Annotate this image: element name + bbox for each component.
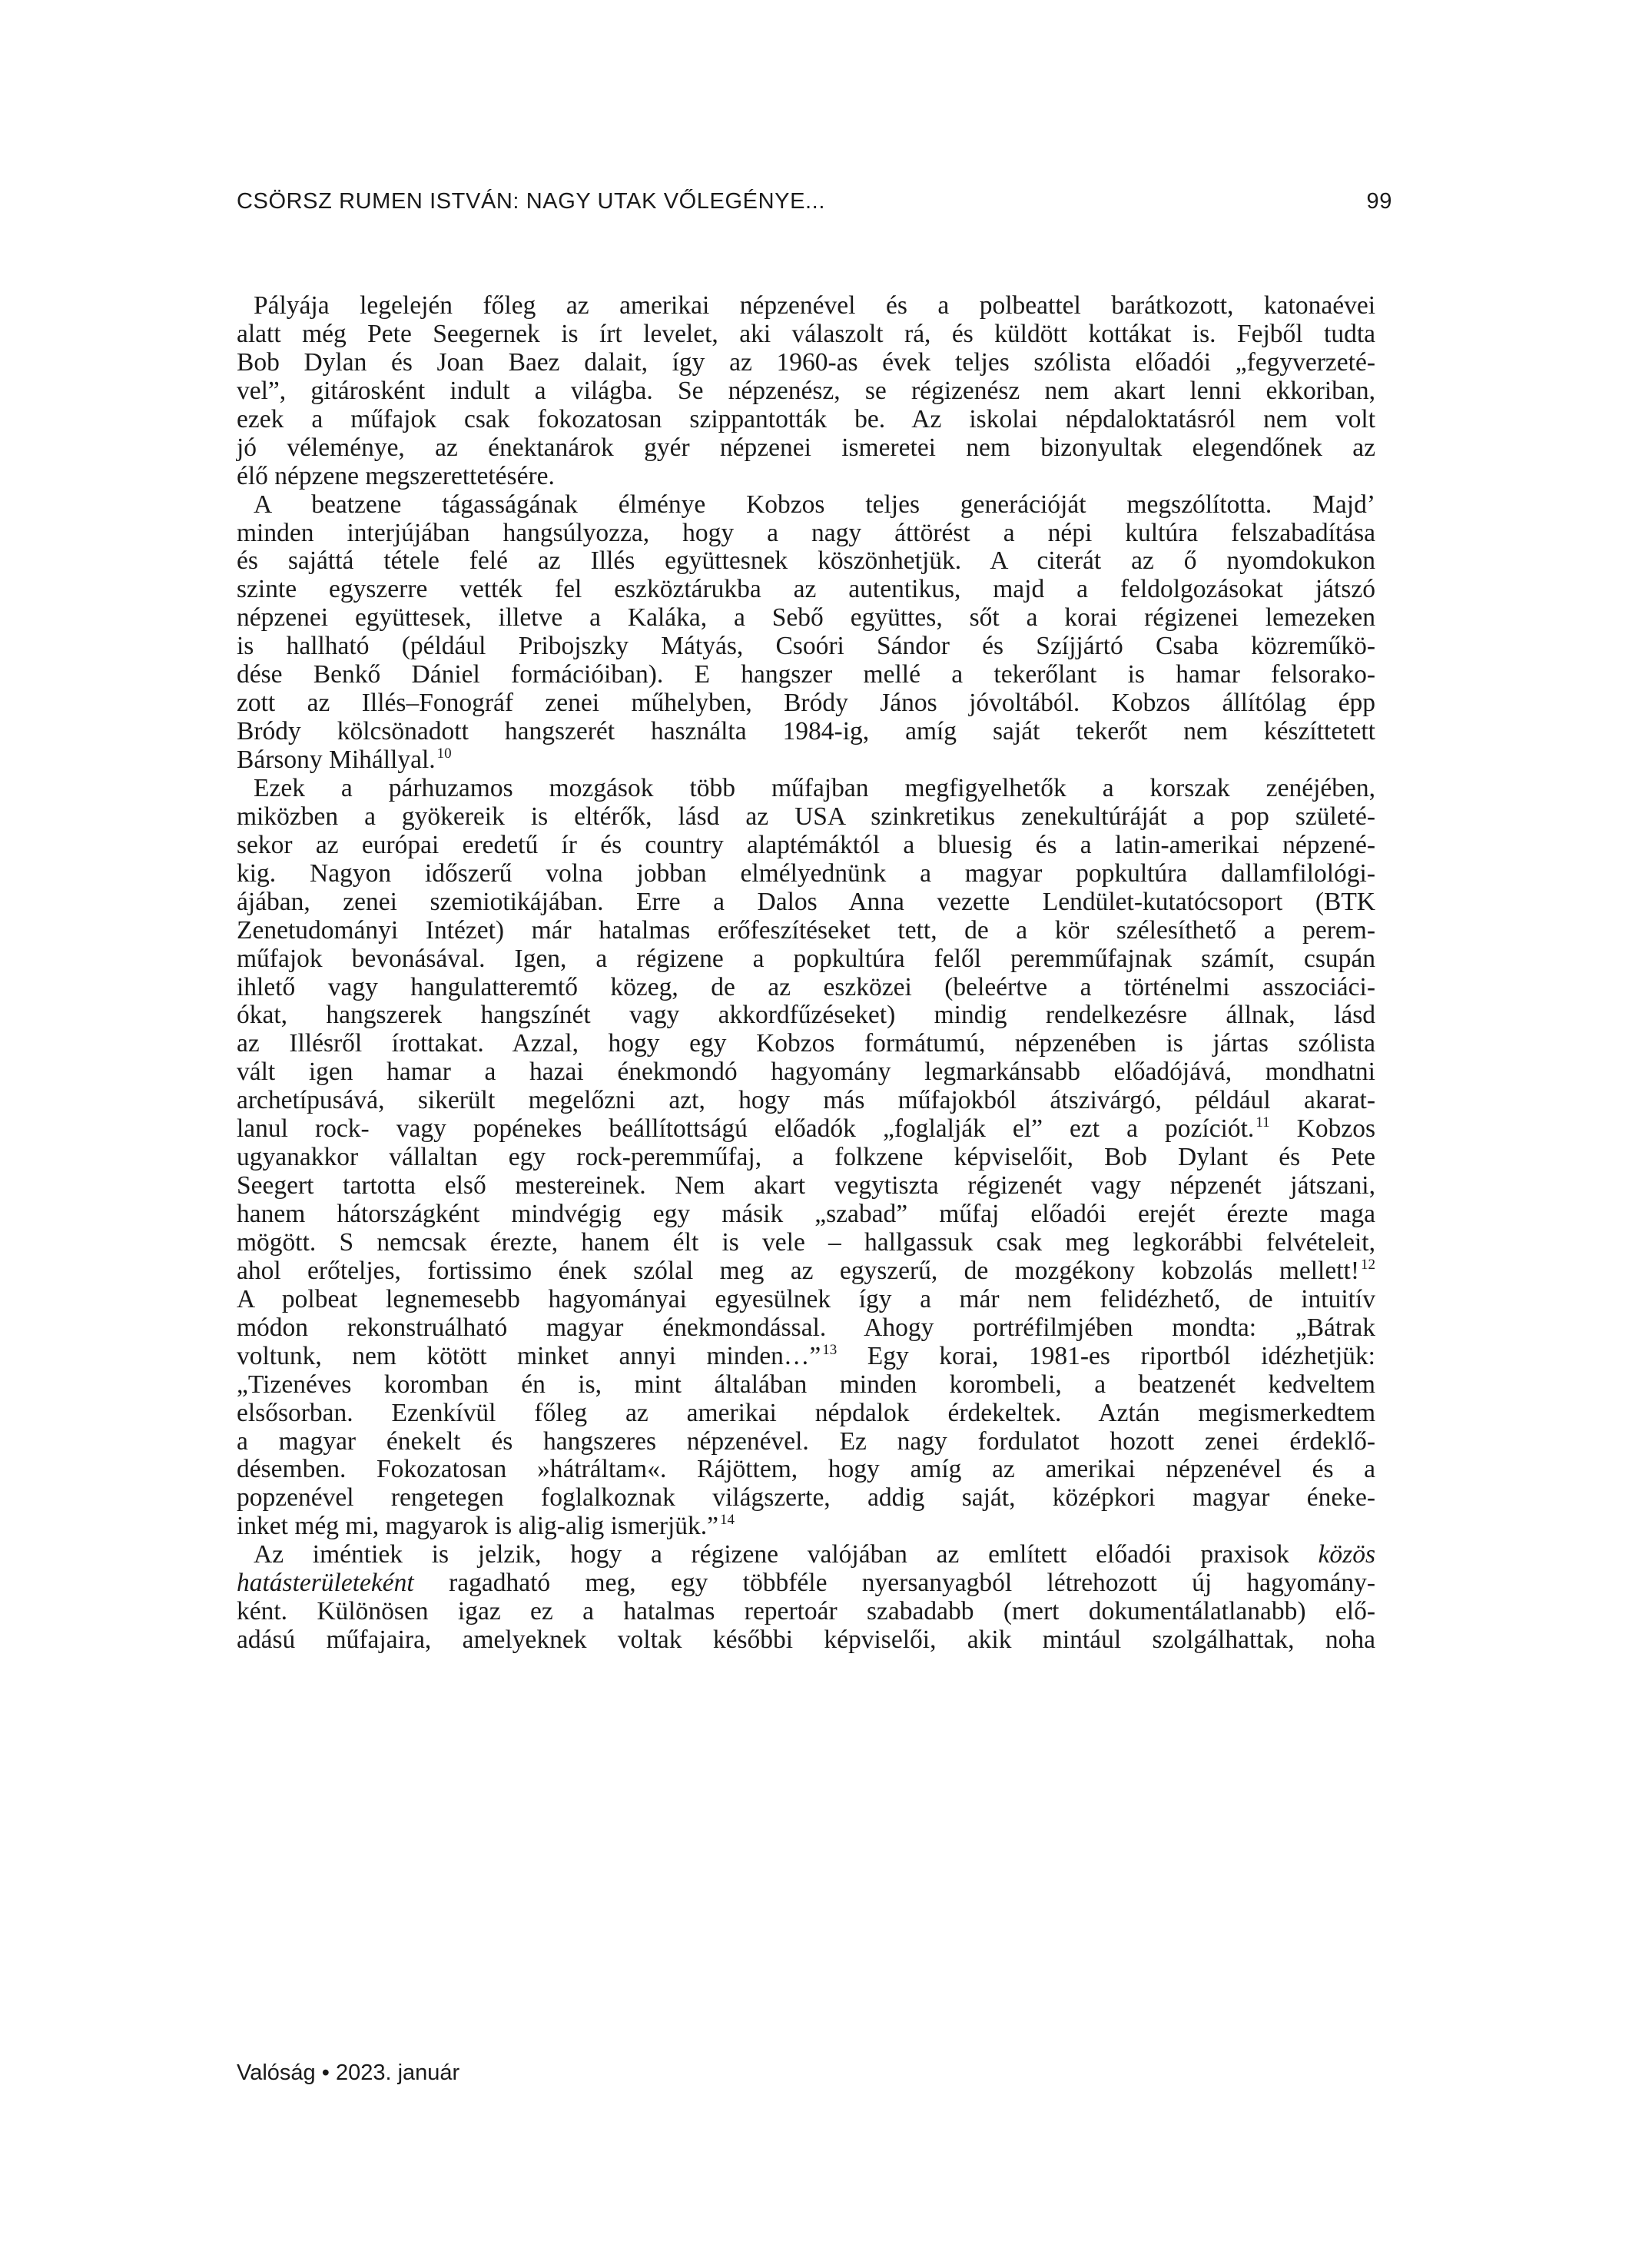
text-line: inket még mi, magyarok is alig-alig ismerjük.” $^{14}$ xyxy=(237,1512,735,1541)
text-line: adású műfajaira, amelyeknek voltak későbbi képviselői, akik mintául szolgálhattak, noha xyxy=(237,1625,1375,1655)
issue-date: 2023. január xyxy=(335,2060,460,2085)
text-line: műfajok bevonásával. Igen, a régizene a popkultúra felől peremműfajnak számít, csupán xyxy=(237,944,1375,973)
text-line: Seegert tartotta első mestereinek. Nem akart vegytiszta régizenét vagy népzenét játszani, xyxy=(237,1171,1375,1200)
text-line: Bródy kölcsönadott hangszerét használta 1984-ig, amíg saját tekerőt nem készíttetett xyxy=(237,717,1375,746)
text-line: „Tizenéves koromban én is, mint általában minden korombeli, a beatzenét kedveltem xyxy=(237,1370,1375,1399)
text-line: hanem hátországként mindvégig egy másik „szabad” műfaj előadói erejét érezte maga xyxy=(237,1200,1375,1228)
text-line: kig. Nagyon időszerű volna jobban elmélyednünk a magyar popkultúra dallamfilológi- xyxy=(237,858,1375,888)
footnote-ref[interactable]: 14 xyxy=(720,1512,735,1529)
paragraph xyxy=(237,292,1375,491)
article-body xyxy=(237,292,1375,1655)
text-line: népzenei együttesek, illetve a Kaláka, a Sebő együttes, sőt a korai régizenei lemezeken xyxy=(237,603,1375,633)
footnote-ref[interactable]: 13 xyxy=(822,1341,838,1358)
text-line: miközben a gyökereik is eltérők, lásd az USA szinkretikus zenekultúráját a pop születé- xyxy=(237,802,1375,831)
text-line: Bársony Mihállyal. $^{10}$ xyxy=(237,745,452,774)
text-line: vált igen hamar a hazai énekmondó hagyomány legmarkánsabb előadójává, mondhatni xyxy=(237,1058,1375,1087)
italic-phrase: közös xyxy=(1318,1540,1375,1569)
paragraph xyxy=(237,775,1375,1541)
text-line: módon rekonstruálható magyar énekmondással. Ahogy portréfilmjében mondta: „Bátrak xyxy=(237,1313,1375,1342)
text-line: ahol erőteljes, fortissimo ének szólal meg az egyszerű, de mozgékony kobzolás mellett! $^{12}$ xyxy=(237,1256,1375,1285)
text-line: Zenetudományi Intézet) már hatalmas erőfeszítéseket tett, de a kör szélesíthető a perem- xyxy=(237,915,1375,945)
text-line: mögött. S nemcsak érezte, hanem élt is vele – hallgassuk csak meg legkorábbi felvételeit, xyxy=(237,1227,1375,1257)
footnote-ref[interactable]: 12 xyxy=(1361,1256,1375,1273)
footer-separator: • xyxy=(321,2060,330,2085)
text-line: hatásterületeként ragadható meg, egy többféle nyersanyagból létrehozott új hagyomány- xyxy=(237,1569,1376,1598)
text-line: lanul rock- vagy popénekes beállítottságú előadók „foglalják el” ezt a pozíciót. $^{11}$ Kobzos xyxy=(237,1114,1376,1144)
text-line: ként. Különösen igaz ez a hatalmas repertoár szabadabb (mert dokumentálatlanabb) elő- xyxy=(237,1597,1375,1626)
text-line: ugyanakkor vállaltan egy rock-peremműfaj, a folkzene képviselőit, Bob Dylant és Pete xyxy=(237,1143,1375,1172)
page-number: 99 xyxy=(1366,189,1392,214)
text-line: élő népzene megszerettetésére. xyxy=(237,461,555,490)
italic-phrase: hatásterületeként xyxy=(237,1569,414,1598)
text-line: Az iméntiek is jelzik, hogy a régizene valójában az említett előadói praxisok közös xyxy=(254,1540,1375,1569)
paragraph xyxy=(237,491,1375,775)
footnote-ref[interactable]: 11 xyxy=(1256,1114,1270,1131)
text-line: désemben. Fokozatosan »hátráltam«. Rájöttem, hogy amíg az amerikai népzenével és a xyxy=(237,1455,1375,1484)
text-line: ezek a műfajok csak fokozatosan szippantották be. Az iskolai népdaloktatásról nem volt xyxy=(237,404,1375,433)
text-line: is hallható (például Pribojszky Mátyás, Csoóri Sándor és Szíjjártó Csaba közreműkö- xyxy=(237,632,1375,661)
text-line: ókat, hangszerek hangszínét vagy akkordfűzéseket) mindig rendelkezésre állnak, lásd xyxy=(237,1001,1375,1030)
text-line: dése Benkő Dániel formációiban). E hangszer mellé a tekerőlant is hamar felsorako- xyxy=(237,660,1375,689)
text-line: a magyar énekelt és hangszeres népzenével. Ez nagy fordulatot hozott zenei érdeklő- xyxy=(237,1426,1375,1456)
text-line: vel”, gitárosként indult a világba. Se népzenész, se régizenész nem akart lenni ekkoriban, xyxy=(237,376,1375,405)
text-line: szinte egyszerre vették fel eszköztárukba az autentikus, majd a feldolgozásokat játszó xyxy=(237,575,1375,604)
text-line: Ezek a párhuzamos mozgások több műfajban megfigyelhetők a korszak zenéjében, xyxy=(254,773,1375,802)
text-line: minden interjújában hangsúlyozza, hogy a nagy áttörést a népi kultúra felszabadítása xyxy=(237,518,1375,547)
running-head xyxy=(237,189,1392,214)
text-line: sekor az európai eredetű ír és country alaptémáktól a bluesig és a latin-amerikai népzené- xyxy=(237,830,1375,859)
running-title: CSÖRSZ RUMEN ISTVÁN: NAGY UTAK VŐLEGÉNYE... xyxy=(237,189,825,214)
text-line: Bob Dylan és Joan Baez dalait, így az 1960-as évek teljes szólista előadói „fegyverzeté- xyxy=(237,347,1375,377)
text-line: ihlető vagy hangulatteremtő közeg, de az eszközei (beleértve a történelmi asszociáci- xyxy=(237,972,1375,1001)
text-line: elsősorban. Ezenkívül főleg az amerikai népdalok érdekeltek. Aztán megismerkedtem xyxy=(237,1398,1375,1427)
text-line: alatt még Pete Seegernek is írt levelet, aki válaszolt rá, és küldött kottákat is. Fejből tudta xyxy=(237,319,1375,348)
text-line: popzenével rengetegen foglalkoznak világszerte, addig saját, középkori magyar éneke- xyxy=(237,1483,1375,1513)
text-line: zott az Illés–Fonográf zenei műhelyben, Bródy János jóvoltából. Kobzos állítólag épp xyxy=(237,689,1375,718)
text-line: az Illésről írottakat. Azzal, hogy egy Kobzos formátumú, népzenében is jártas szólista xyxy=(237,1029,1375,1058)
text-line: Pályája legelején főleg az amerikai népzenével és a polbeattel barátkozott, katonaévei xyxy=(254,291,1375,320)
text-line: és sajáttá tétele felé az Illés együttesnek köszönhetjük. A citerát az ő nyomdokukon xyxy=(237,546,1375,576)
paragraph xyxy=(237,1541,1375,1655)
text-line: voltunk, nem kötött minket annyi minden…” $^{13}$ Egy korai, 1981-es riportból idézhetjük: xyxy=(237,1341,1375,1370)
journal-name: Valóság xyxy=(237,2060,316,2085)
text-line: A beatzene tágasságának élménye Kobzos teljes generációját megszólította. Majd’ xyxy=(254,490,1375,519)
text-line: ájában, zenei szemiotikájában. Erre a Dalos Anna vezette Lendület-kutatócsoport (BTK xyxy=(237,887,1375,916)
text-line: A polbeat legnemesebb hagyományai egyesülnek így a már nem felidézhető, de intuitív xyxy=(237,1284,1375,1313)
text-line: jó véleménye, az énektanárok gyér népzenei ismeretei nem bizonyultak elegendőnek az xyxy=(237,433,1375,462)
footnote-ref[interactable]: 10 xyxy=(436,745,452,762)
page-footer xyxy=(237,2060,459,2086)
text-line: archetípusává, sikerült megelőzni azt, hogy más műfajokból átszivárgó, például akarat- xyxy=(237,1086,1375,1115)
